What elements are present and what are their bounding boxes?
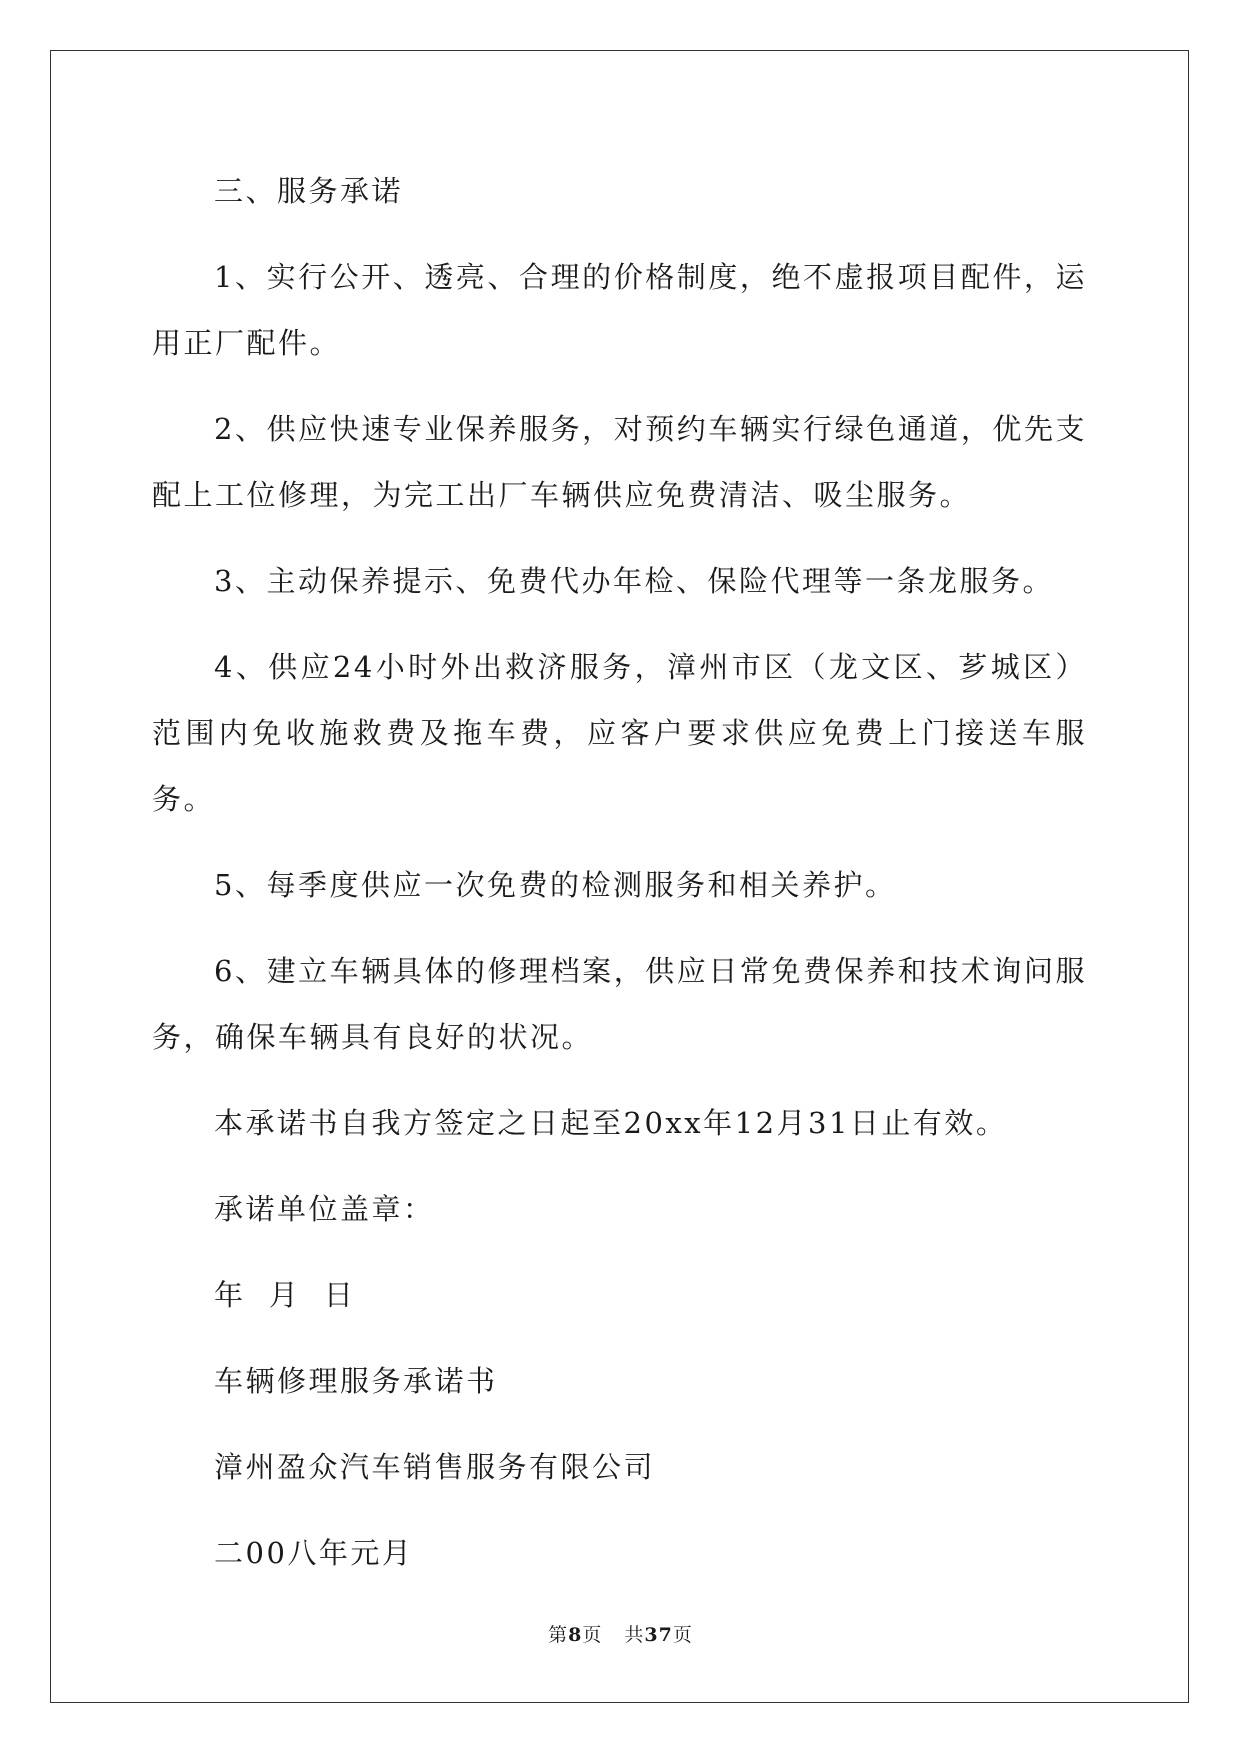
- validity-statement: 本承诺书自我方签定之日起至20xx年12月31日止有效。: [214, 1106, 1008, 1140]
- issue-date: 二00八年元月: [214, 1536, 414, 1570]
- total-suffix: 页: [672, 1624, 693, 1646]
- commitment-item-2: 2、供应快速专业保养服务，对预约车辆实行绿色通道，优先支配上工位修理，为完工出厂车辆供应免费清洁、吸尘服务。: [152, 412, 1087, 512]
- section-heading: 三、服务承诺: [214, 174, 404, 208]
- company-name: 漳州盈众汽车销售服务有限公司: [214, 1450, 656, 1484]
- total-prefix: 共: [624, 1624, 645, 1646]
- commitment-item-3: 3、主动保养提示、免费代办年检、保险代理等一条龙服务。: [214, 564, 1054, 598]
- page-number: 8: [568, 1624, 583, 1646]
- commitment-item-1: 1、实行公开、透亮、合理的价格制度，绝不虚报项目配件，运用正厂配件。: [152, 260, 1087, 360]
- date-line: 年 月 日: [214, 1278, 356, 1312]
- total-pages: 37: [644, 1624, 673, 1646]
- page-suffix: 页: [582, 1624, 603, 1646]
- page-prefix: 第: [548, 1624, 569, 1646]
- commitment-item-6: 6、建立车辆具体的修理档案，供应日常免费保养和技术询问服务，确保车辆具有良好的状况。: [152, 954, 1087, 1054]
- page-footer: [0, 1620, 1241, 1647]
- seal-line: 承诺单位盖章：: [214, 1192, 435, 1226]
- commitment-item-5: 5、每季度供应一次免费的检测服务和相关养护。: [214, 868, 897, 902]
- document-body: [152, 158, 1087, 1586]
- document-title: 车辆修理服务承诺书: [214, 1364, 498, 1398]
- commitment-item-4: 4、供应24小时外出救济服务，漳州市区（龙文区、芗城区）范围内免收施救费及拖车费，应客户要求供应免费上门接送车服务。: [152, 650, 1087, 816]
